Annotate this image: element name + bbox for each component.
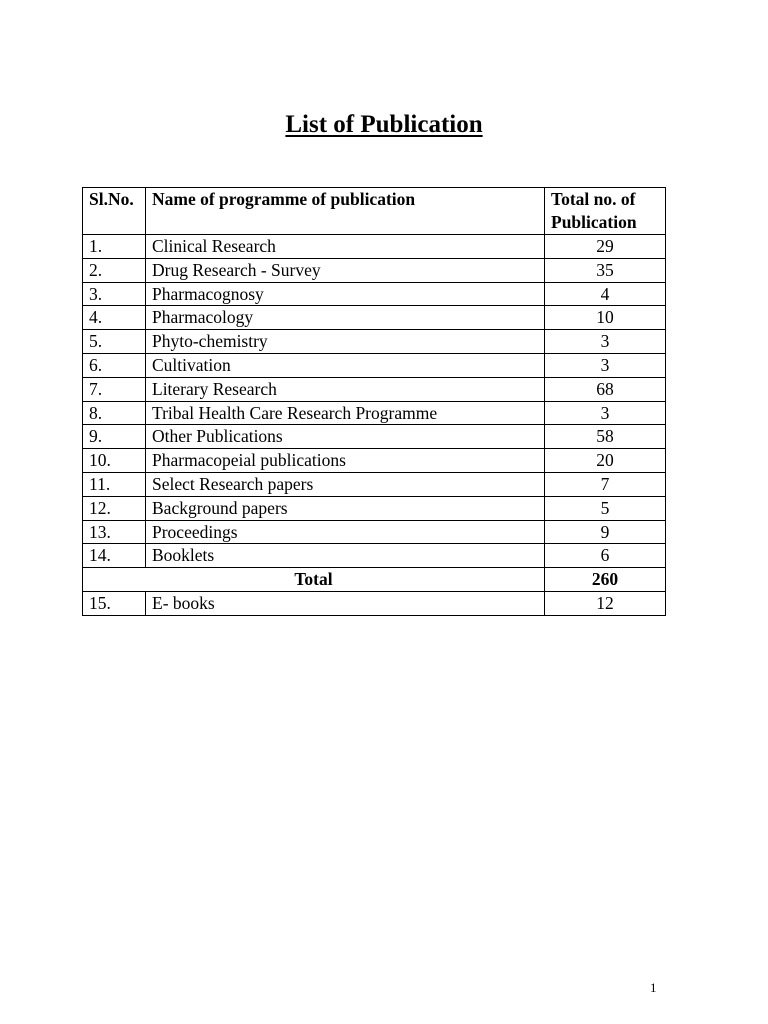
- cell-total: 29: [545, 235, 666, 259]
- cell-total: 9: [545, 520, 666, 544]
- total-value: 260: [545, 568, 666, 592]
- table-row: [83, 496, 666, 520]
- table-row: [83, 306, 666, 330]
- cell-programme-name: Other Publications: [146, 425, 545, 449]
- page-number: 1: [650, 980, 657, 995]
- cell-total: 12: [545, 591, 666, 615]
- cell-programme-name: Pharmacology: [146, 306, 545, 330]
- cell-programme-name: Background papers: [146, 496, 545, 520]
- cell-programme-name: Proceedings: [146, 520, 545, 544]
- header-total-publications: Total no. of Publication: [545, 188, 666, 235]
- cell-total: 3: [545, 330, 666, 354]
- cell-total: 20: [545, 449, 666, 473]
- table-body: [83, 235, 666, 616]
- cell-sl-no: 15.: [83, 591, 146, 615]
- cell-total: 6: [545, 544, 666, 568]
- cell-total: 4: [545, 282, 666, 306]
- cell-sl-no: 6.: [83, 353, 146, 377]
- cell-total: 5: [545, 496, 666, 520]
- cell-sl-no: 7.: [83, 377, 146, 401]
- table-row: [83, 282, 666, 306]
- cell-total: 35: [545, 258, 666, 282]
- cell-total: 68: [545, 377, 666, 401]
- cell-sl-no: 8.: [83, 401, 146, 425]
- cell-programme-name: Booklets: [146, 544, 545, 568]
- table-row: [83, 544, 666, 568]
- table-header-row: [83, 188, 666, 235]
- header-programme-name: Name of programme of publication: [146, 188, 545, 235]
- cell-programme-name: Phyto-chemistry: [146, 330, 545, 354]
- table-row: [83, 377, 666, 401]
- cell-programme-name: Pharmacognosy: [146, 282, 545, 306]
- table-row: [83, 401, 666, 425]
- cell-sl-no: 4.: [83, 306, 146, 330]
- cell-sl-no: 10.: [83, 449, 146, 473]
- cell-sl-no: 3.: [83, 282, 146, 306]
- cell-total: 3: [545, 353, 666, 377]
- cell-programme-name: E- books: [146, 591, 545, 615]
- cell-programme-name: Pharmacopeial publications: [146, 449, 545, 473]
- cell-sl-no: 5.: [83, 330, 146, 354]
- table-row: [83, 520, 666, 544]
- table-row: [83, 353, 666, 377]
- cell-programme-name: Clinical Research: [146, 235, 545, 259]
- header-sl-no: Sl.No.: [83, 188, 146, 235]
- cell-programme-name: Literary Research: [146, 377, 545, 401]
- cell-sl-no: 1.: [83, 235, 146, 259]
- table-row: [83, 258, 666, 282]
- table-row: [83, 591, 666, 615]
- page-title: List of Publication: [285, 111, 483, 138]
- cell-sl-no: 11.: [83, 472, 146, 496]
- table-row: [83, 449, 666, 473]
- cell-programme-name: Cultivation: [146, 353, 545, 377]
- cell-sl-no: 9.: [83, 425, 146, 449]
- cell-programme-name: Drug Research - Survey: [146, 258, 545, 282]
- table-row: [83, 330, 666, 354]
- cell-sl-no: 13.: [83, 520, 146, 544]
- table-row: [83, 472, 666, 496]
- table-row: [83, 425, 666, 449]
- cell-programme-name: Tribal Health Care Research Programme: [146, 401, 545, 425]
- cell-sl-no: 14.: [83, 544, 146, 568]
- total-label: Total: [83, 568, 545, 592]
- cell-total: 7: [545, 472, 666, 496]
- cell-total: 3: [545, 401, 666, 425]
- cell-sl-no: 2.: [83, 258, 146, 282]
- cell-total: 58: [545, 425, 666, 449]
- total-row: [83, 568, 666, 592]
- table-row: [83, 235, 666, 259]
- publication-table: [82, 187, 666, 616]
- cell-programme-name: Select Research papers: [146, 472, 545, 496]
- cell-sl-no: 12.: [83, 496, 146, 520]
- cell-total: 10: [545, 306, 666, 330]
